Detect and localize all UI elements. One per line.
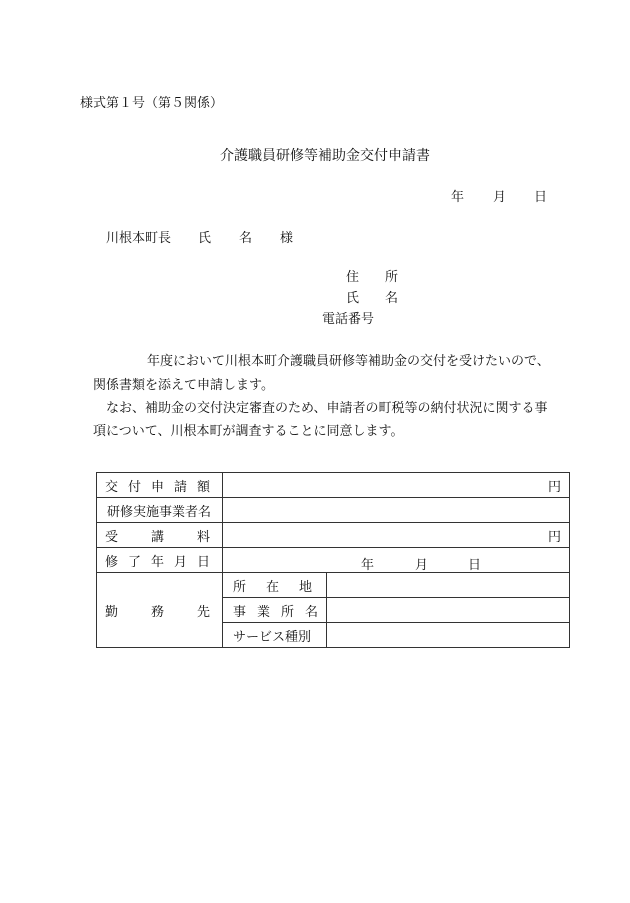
table-row <box>97 548 570 573</box>
fee-field[interactable] <box>223 523 570 548</box>
service-type-label <box>223 623 327 648</box>
completion-label-char: 日 <box>196 554 210 570</box>
fee-label-char: 受 <box>105 529 119 545</box>
amount-field[interactable] <box>223 473 570 498</box>
fee-unit: 円 <box>547 529 561 545</box>
applicant-name-1: 氏 <box>346 291 360 306</box>
location-label-char: 地 <box>298 579 312 595</box>
service-type-label-text: サービス種別 <box>233 629 312 645</box>
table-row <box>97 523 570 548</box>
provider-field[interactable] <box>223 498 570 523</box>
addressee-name-1: 氏 <box>198 231 212 246</box>
completion-label <box>97 548 223 573</box>
amount-label-char: 請 <box>173 479 187 495</box>
amount-unit: 円 <box>547 479 561 495</box>
table-row <box>97 473 570 498</box>
fee-label-char: 講 <box>150 529 164 545</box>
date-month: 月 <box>493 190 507 205</box>
form-title: 介護職員研修等補助金交付申請書 <box>220 148 430 164</box>
completion-label-char: 月 <box>173 554 187 570</box>
provider-label-text: 研修実施事業者名 <box>107 504 212 520</box>
office-label-char: 所 <box>280 604 294 620</box>
form-number: 様式第１号（第５関係） <box>80 96 224 111</box>
amount-label-char: 付 <box>127 479 141 495</box>
applicant-address-1: 住 <box>346 270 360 285</box>
office-label-char: 名 <box>304 604 318 620</box>
workplace-label <box>97 573 223 648</box>
provider-label <box>97 498 223 523</box>
body-line-1: 年度において川根本町介護職員研修等補助金の交付を受けたいので、 <box>147 354 550 369</box>
completion-label-char: 年 <box>150 554 164 570</box>
office-label-char: 業 <box>256 604 270 620</box>
body-line-3: なお、補助金の交付決定審査のため、申請者の町税等の納付状況に関する事 <box>106 401 548 416</box>
body-line-4: 項について、川根本町が調査することに同意します。 <box>93 424 404 439</box>
date-day: 日 <box>534 190 548 205</box>
completion-label-char: 修 <box>105 554 119 570</box>
date-year: 年 <box>451 190 465 205</box>
applicant-phone: 電話番号 <box>322 312 375 327</box>
office-field[interactable] <box>327 598 570 623</box>
workplace-label-char: 務 <box>150 604 164 620</box>
applicant-name-2: 名 <box>385 291 399 306</box>
amount-label-char: 交 <box>105 479 119 495</box>
amount-label-char: 申 <box>150 479 164 495</box>
completion-date-field[interactable] <box>223 548 570 573</box>
completion-year: 年 <box>361 558 375 573</box>
workplace-label-char: 勤 <box>105 604 119 620</box>
addressee-name-2: 名 <box>239 231 253 246</box>
amount-label-char: 額 <box>196 479 210 495</box>
completion-label-char: 了 <box>127 554 141 570</box>
completion-day: 日 <box>468 558 482 573</box>
table-row <box>97 573 570 598</box>
application-table <box>96 472 570 648</box>
location-label-char: 在 <box>265 579 279 595</box>
applicant-address-2: 所 <box>385 270 399 285</box>
fee-label <box>97 523 223 548</box>
body-line-2: 関係書類を添えて申請します。 <box>93 378 274 393</box>
addressee-office: 川根本町長 <box>106 231 172 246</box>
table-row <box>97 498 570 523</box>
location-label <box>223 573 327 598</box>
location-field[interactable] <box>327 573 570 598</box>
completion-month: 月 <box>415 558 429 573</box>
office-label-char: 事 <box>233 604 247 620</box>
amount-label <box>97 473 223 498</box>
fee-label-char: 料 <box>196 529 210 545</box>
workplace-label-char: 先 <box>196 604 210 620</box>
location-label-char: 所 <box>233 579 247 595</box>
office-label <box>223 598 327 623</box>
addressee-honorific: 様 <box>280 231 294 246</box>
service-type-field[interactable] <box>327 623 570 648</box>
